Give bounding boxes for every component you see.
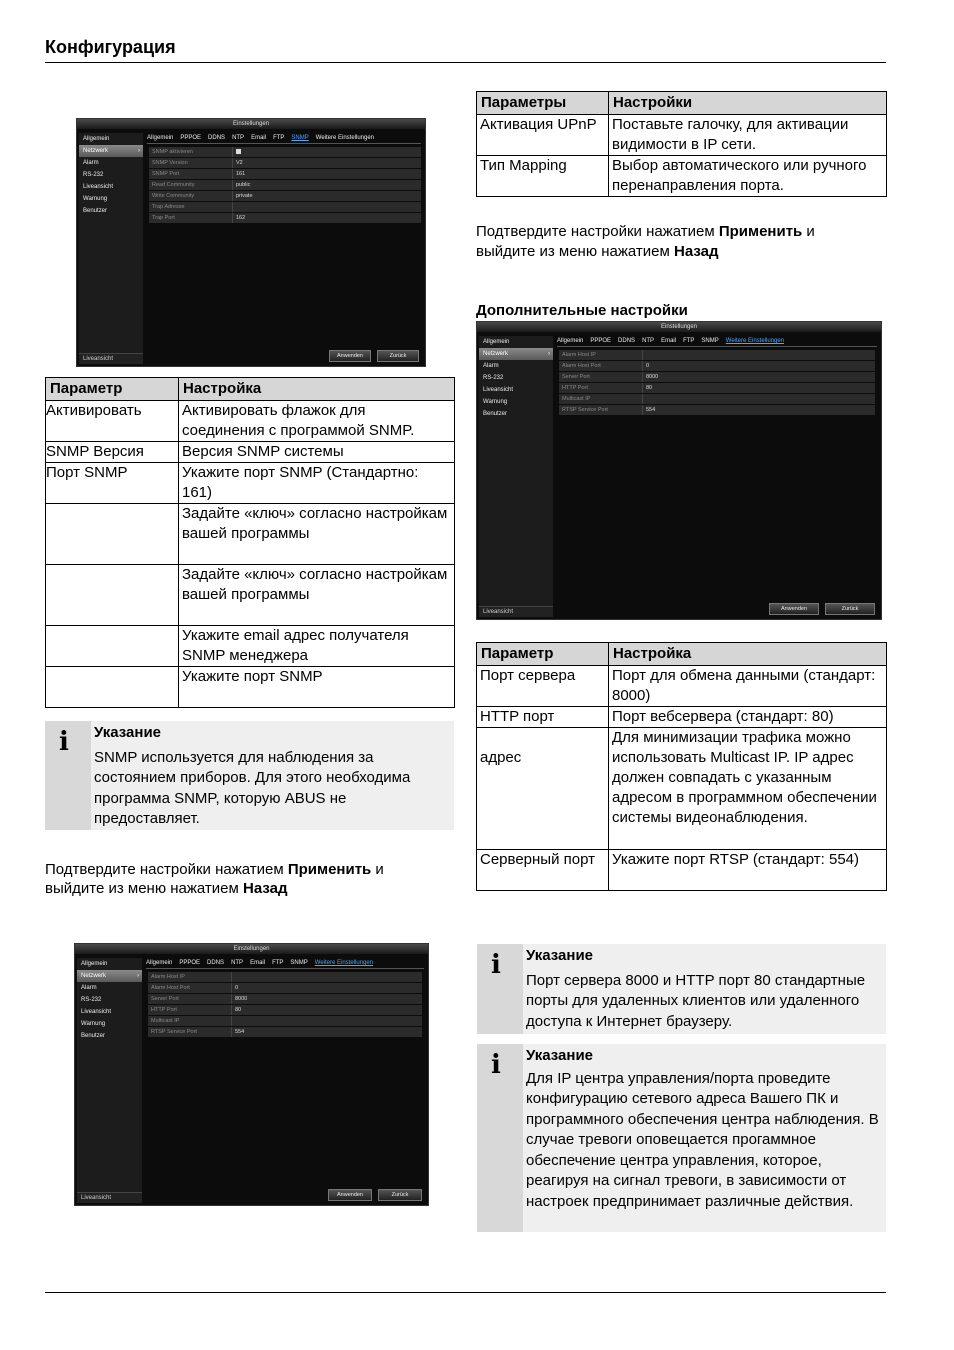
table-row — [46, 401, 455, 442]
table-row — [46, 442, 455, 463]
dvr-tabs — [147, 133, 421, 144]
table-row — [477, 728, 887, 850]
dvr-tab: NTP — [231, 960, 244, 966]
dvr-menu-item: Benutzer — [83, 208, 108, 214]
info-icon: i — [477, 944, 523, 1034]
dvr-form — [559, 350, 875, 416]
table-cell: Версия SNMP системы — [179, 442, 455, 463]
dvr-tab: PPPOE — [180, 135, 202, 141]
advanced-settings-screenshot-top — [476, 321, 882, 620]
advanced-settings-heading: Дополнительные настройки — [476, 302, 688, 319]
dvr-tab: Allgemein — [147, 135, 174, 141]
dvr-form-row: Trap Adresse — [149, 202, 421, 212]
table-cell — [46, 667, 179, 708]
snmp-table-header-setting: Настройка — [179, 378, 455, 401]
dvr-form-row: Server Port 8000 — [148, 994, 422, 1004]
dvr-menu-item: Alarm — [83, 160, 99, 166]
table-cell: HTTP порт — [477, 707, 609, 728]
table-cell: Порт сервера — [477, 666, 609, 707]
dvr-tab: Email — [661, 338, 677, 344]
dvr-form-row: Write Community private — [149, 191, 421, 201]
dvr-tab: SNMP — [290, 960, 308, 966]
table-cell: Укажите порт SNMP — [179, 667, 455, 708]
dvr-tab: Weitere Einstellungen — [315, 135, 375, 141]
dvr-title-bar: Einstellungen — [477, 322, 881, 332]
dvr-apply-button: Anwenden — [328, 1189, 372, 1201]
table-row — [46, 504, 455, 565]
dvr-live-view: Liveansicht — [479, 606, 553, 617]
apply-label: Применить — [287, 861, 372, 878]
dvr-sidebar — [79, 133, 143, 364]
info-icon: i — [477, 1044, 523, 1232]
table-cell: Для минимизации трафика можно использовать Multicast IP. IP адрес должен совпадать с указанным адресом в программном обеспечении системы видеонаблюдения. — [609, 728, 887, 850]
dvr-sidebar — [479, 336, 553, 617]
table-row — [477, 850, 887, 891]
dvr-live-view: Liveansicht — [79, 353, 143, 364]
dvr-tabs — [146, 958, 424, 969]
table-cell: Активировать — [46, 401, 179, 442]
table-row — [46, 626, 455, 667]
confirm-instructions-right: Подтвердите настройки нажатием Применить и выйдите из меню нажатием Назад — [476, 223, 815, 260]
dvr-tab: FTP — [683, 338, 695, 344]
header-rule — [45, 62, 886, 63]
dvr-back-button: Zurück — [825, 603, 875, 615]
dvr-form-row: HTTP Port 80 — [148, 1005, 422, 1015]
dvr-tab: Allgemein — [146, 960, 173, 966]
dvr-menu-item: Liveansicht — [483, 387, 514, 393]
dvr-menu-item: Netzwerk › — [79, 145, 143, 157]
note-heading: Указание — [94, 724, 162, 741]
dvr-back-button: Zurück — [378, 1189, 422, 1201]
dvr-form-row: Multicast IP — [148, 1016, 422, 1026]
dvr-tab: SNMP — [701, 338, 719, 344]
footer-rule — [45, 1292, 886, 1293]
dvr-tab: PPPOE — [179, 960, 201, 966]
dvr-title-bar: Einstellungen — [77, 119, 425, 129]
dvr-tab: Allgemein — [557, 338, 584, 344]
note-ports — [477, 944, 886, 1034]
table-cell — [46, 626, 179, 667]
note-heading: Указание — [526, 947, 594, 964]
advanced-settings-screenshot-bottom — [74, 943, 429, 1206]
dvr-menu-item: RS-232 — [83, 172, 104, 178]
note-text: Для IP центра управления/порта проведите конфигурацию сетевого адреса Вашего ПК и программного обеспечения центра наблюдения. В случае тревоги оповещается прогаммное обеспечение центра управления, которое, реагируя на сигнал тревоги, в зависимости от настроек предпринимает различные действия. — [526, 1069, 879, 1210]
dvr-tab: NTP — [642, 338, 655, 344]
dvr-form-row: HTTP Port 80 — [559, 383, 875, 393]
table-row — [46, 565, 455, 626]
dvr-form — [149, 147, 421, 224]
dvr-menu-item: Warnung — [483, 399, 508, 405]
dvr-menu-item: RS-232 — [81, 997, 102, 1003]
dvr-menu-item: Netzwerk › — [479, 348, 553, 360]
table-row — [477, 115, 887, 156]
dvr-form-row: Alarm Host Port 0 — [148, 983, 422, 993]
dvr-form-row: SNMP aktivieren — [149, 147, 421, 157]
dvr-title-bar: Einstellungen — [75, 944, 428, 954]
table-cell: Укажите порт SNMP (Стандартно: 161) — [179, 463, 455, 504]
table-cell: Активировать флажок для соединения с программой SNMP. — [179, 401, 455, 442]
dvr-tab: Weitere Einstellungen — [314, 960, 374, 966]
back-label: Назад — [674, 243, 719, 260]
dvr-form-row: Server Port 8000 — [559, 372, 875, 382]
note-text: SNMP используется для наблюдения за состоянием приборов. Для этого необходима программа SNMP, которую ABUS не предоставляет. — [94, 748, 411, 827]
table-row — [46, 667, 455, 708]
dvr-form-row: RTSP Service Port 554 — [559, 405, 875, 415]
dvr-menu-item: Allgemein — [81, 961, 108, 967]
dvr-tab: DDNS — [618, 338, 636, 344]
table-row — [477, 707, 887, 728]
dvr-tab: FTP — [272, 960, 284, 966]
dvr-form — [148, 972, 422, 1038]
table-cell: Задайте «ключ» согласно настройкам вашей программы — [179, 504, 455, 565]
dvr-form-row: Alarm Host IP — [148, 972, 422, 982]
snmp-table-header-param: Параметр — [46, 378, 179, 401]
upnp-table-header-setting: Настройки — [609, 92, 887, 115]
dvr-menu-item: Warnung — [83, 196, 108, 202]
table-cell: Поставьте галочку, для активации видимости в IP сети. — [609, 115, 887, 156]
dvr-menu-item: Liveansicht — [81, 1009, 112, 1015]
table-cell: Порт вебсервера (стандарт: 80) — [609, 707, 887, 728]
table-cell: Серверный порт — [477, 850, 609, 891]
dvr-tab: SNMP — [291, 135, 309, 141]
dvr-form-row: SNMP Version V2 — [149, 158, 421, 168]
table-cell: Активация UPnP — [477, 115, 609, 156]
upnp-table-header-param: Параметры — [477, 92, 609, 115]
table-cell: адрес — [477, 728, 609, 850]
dvr-menu-item: Benutzer — [483, 411, 508, 417]
dvr-back-button: Zurück — [377, 350, 419, 362]
dvr-menu-item: Alarm — [483, 363, 499, 369]
dvr-form-row: Alarm Host IP — [559, 350, 875, 360]
dvr-menu-item: Benutzer — [81, 1033, 106, 1039]
note-text: Порт сервера 8000 и HTTP порт 80 стандартные порты для удаленных клиентов или удаленного доступа к Интернет браузеру. — [526, 971, 866, 1030]
table-cell — [46, 504, 179, 565]
dvr-tab: Email — [250, 960, 266, 966]
table-cell: Тип Mapping — [477, 156, 609, 197]
dvr-menu-item: Netzwerk › — [77, 970, 142, 982]
info-icon: i — [45, 721, 91, 830]
table-cell: Выбор автоматического или ручного перенаправления порта. — [609, 156, 887, 197]
dvr-form-row: Read Community public — [149, 180, 421, 190]
advanced-settings-table — [476, 642, 887, 891]
adv-table-header-setting: Настройка — [609, 643, 887, 666]
dvr-tab: Email — [251, 135, 267, 141]
back-label: Назад — [243, 880, 288, 897]
dvr-menu-item: Liveansicht — [83, 184, 114, 190]
dvr-tab: DDNS — [207, 960, 225, 966]
table-cell: Укажите порт RTSP (стандарт: 554) — [609, 850, 887, 891]
table-cell: Задайте «ключ» согласно настройкам вашей программы — [179, 565, 455, 626]
dvr-menu-item: RS-232 — [483, 375, 504, 381]
apply-label: Применить — [718, 223, 803, 240]
table-cell: Порт для обмена данными (стандарт: 8000) — [609, 666, 887, 707]
table-cell: Порт SNMP — [46, 463, 179, 504]
dvr-tabs — [557, 336, 877, 347]
table-row — [46, 463, 455, 504]
dvr-form-row: Trap Port 162 — [149, 213, 421, 223]
table-cell: Укажите email адрес получателя SNMP менеджера — [179, 626, 455, 667]
adv-table-header-param: Параметр — [477, 643, 609, 666]
dvr-live-view: Liveansicht — [77, 1192, 142, 1203]
page-title: Конфигурация — [45, 37, 176, 57]
table-cell — [46, 565, 179, 626]
dvr-menu-item: Alarm — [81, 985, 97, 991]
snmp-settings-screenshot — [76, 118, 426, 367]
dvr-tab: PPPOE — [590, 338, 612, 344]
dvr-apply-button: Anwenden — [769, 603, 819, 615]
note-snmp — [45, 721, 454, 830]
dvr-form-row: RTSP Service Port 554 — [148, 1027, 422, 1037]
dvr-form-row: Multicast IP — [559, 394, 875, 404]
dvr-form-row: Alarm Host Port 0 — [559, 361, 875, 371]
snmp-table — [45, 377, 455, 708]
dvr-menu-item: Warnung — [81, 1021, 106, 1027]
dvr-menu-item: Allgemein — [83, 136, 110, 142]
table-row — [477, 156, 887, 197]
dvr-tab: NTP — [232, 135, 245, 141]
table-row — [477, 666, 887, 707]
table-cell: SNMP Версия — [46, 442, 179, 463]
dvr-apply-button: Anwenden — [329, 350, 371, 362]
dvr-tab: FTP — [273, 135, 285, 141]
dvr-menu-item: Allgemein — [483, 339, 510, 345]
dvr-form-row: SNMP Port 161 — [149, 169, 421, 179]
confirm-instructions-left: Подтвердите настройки нажатием Применить и выйдите из меню нажатием Назад — [45, 861, 384, 897]
note-heading: Указание — [526, 1047, 594, 1064]
upnp-table — [476, 91, 887, 197]
dvr-sidebar — [77, 958, 142, 1203]
note-control-center — [477, 1044, 886, 1232]
dvr-tab: DDNS — [208, 135, 226, 141]
dvr-tab: Weitere Einstellungen — [725, 338, 785, 344]
